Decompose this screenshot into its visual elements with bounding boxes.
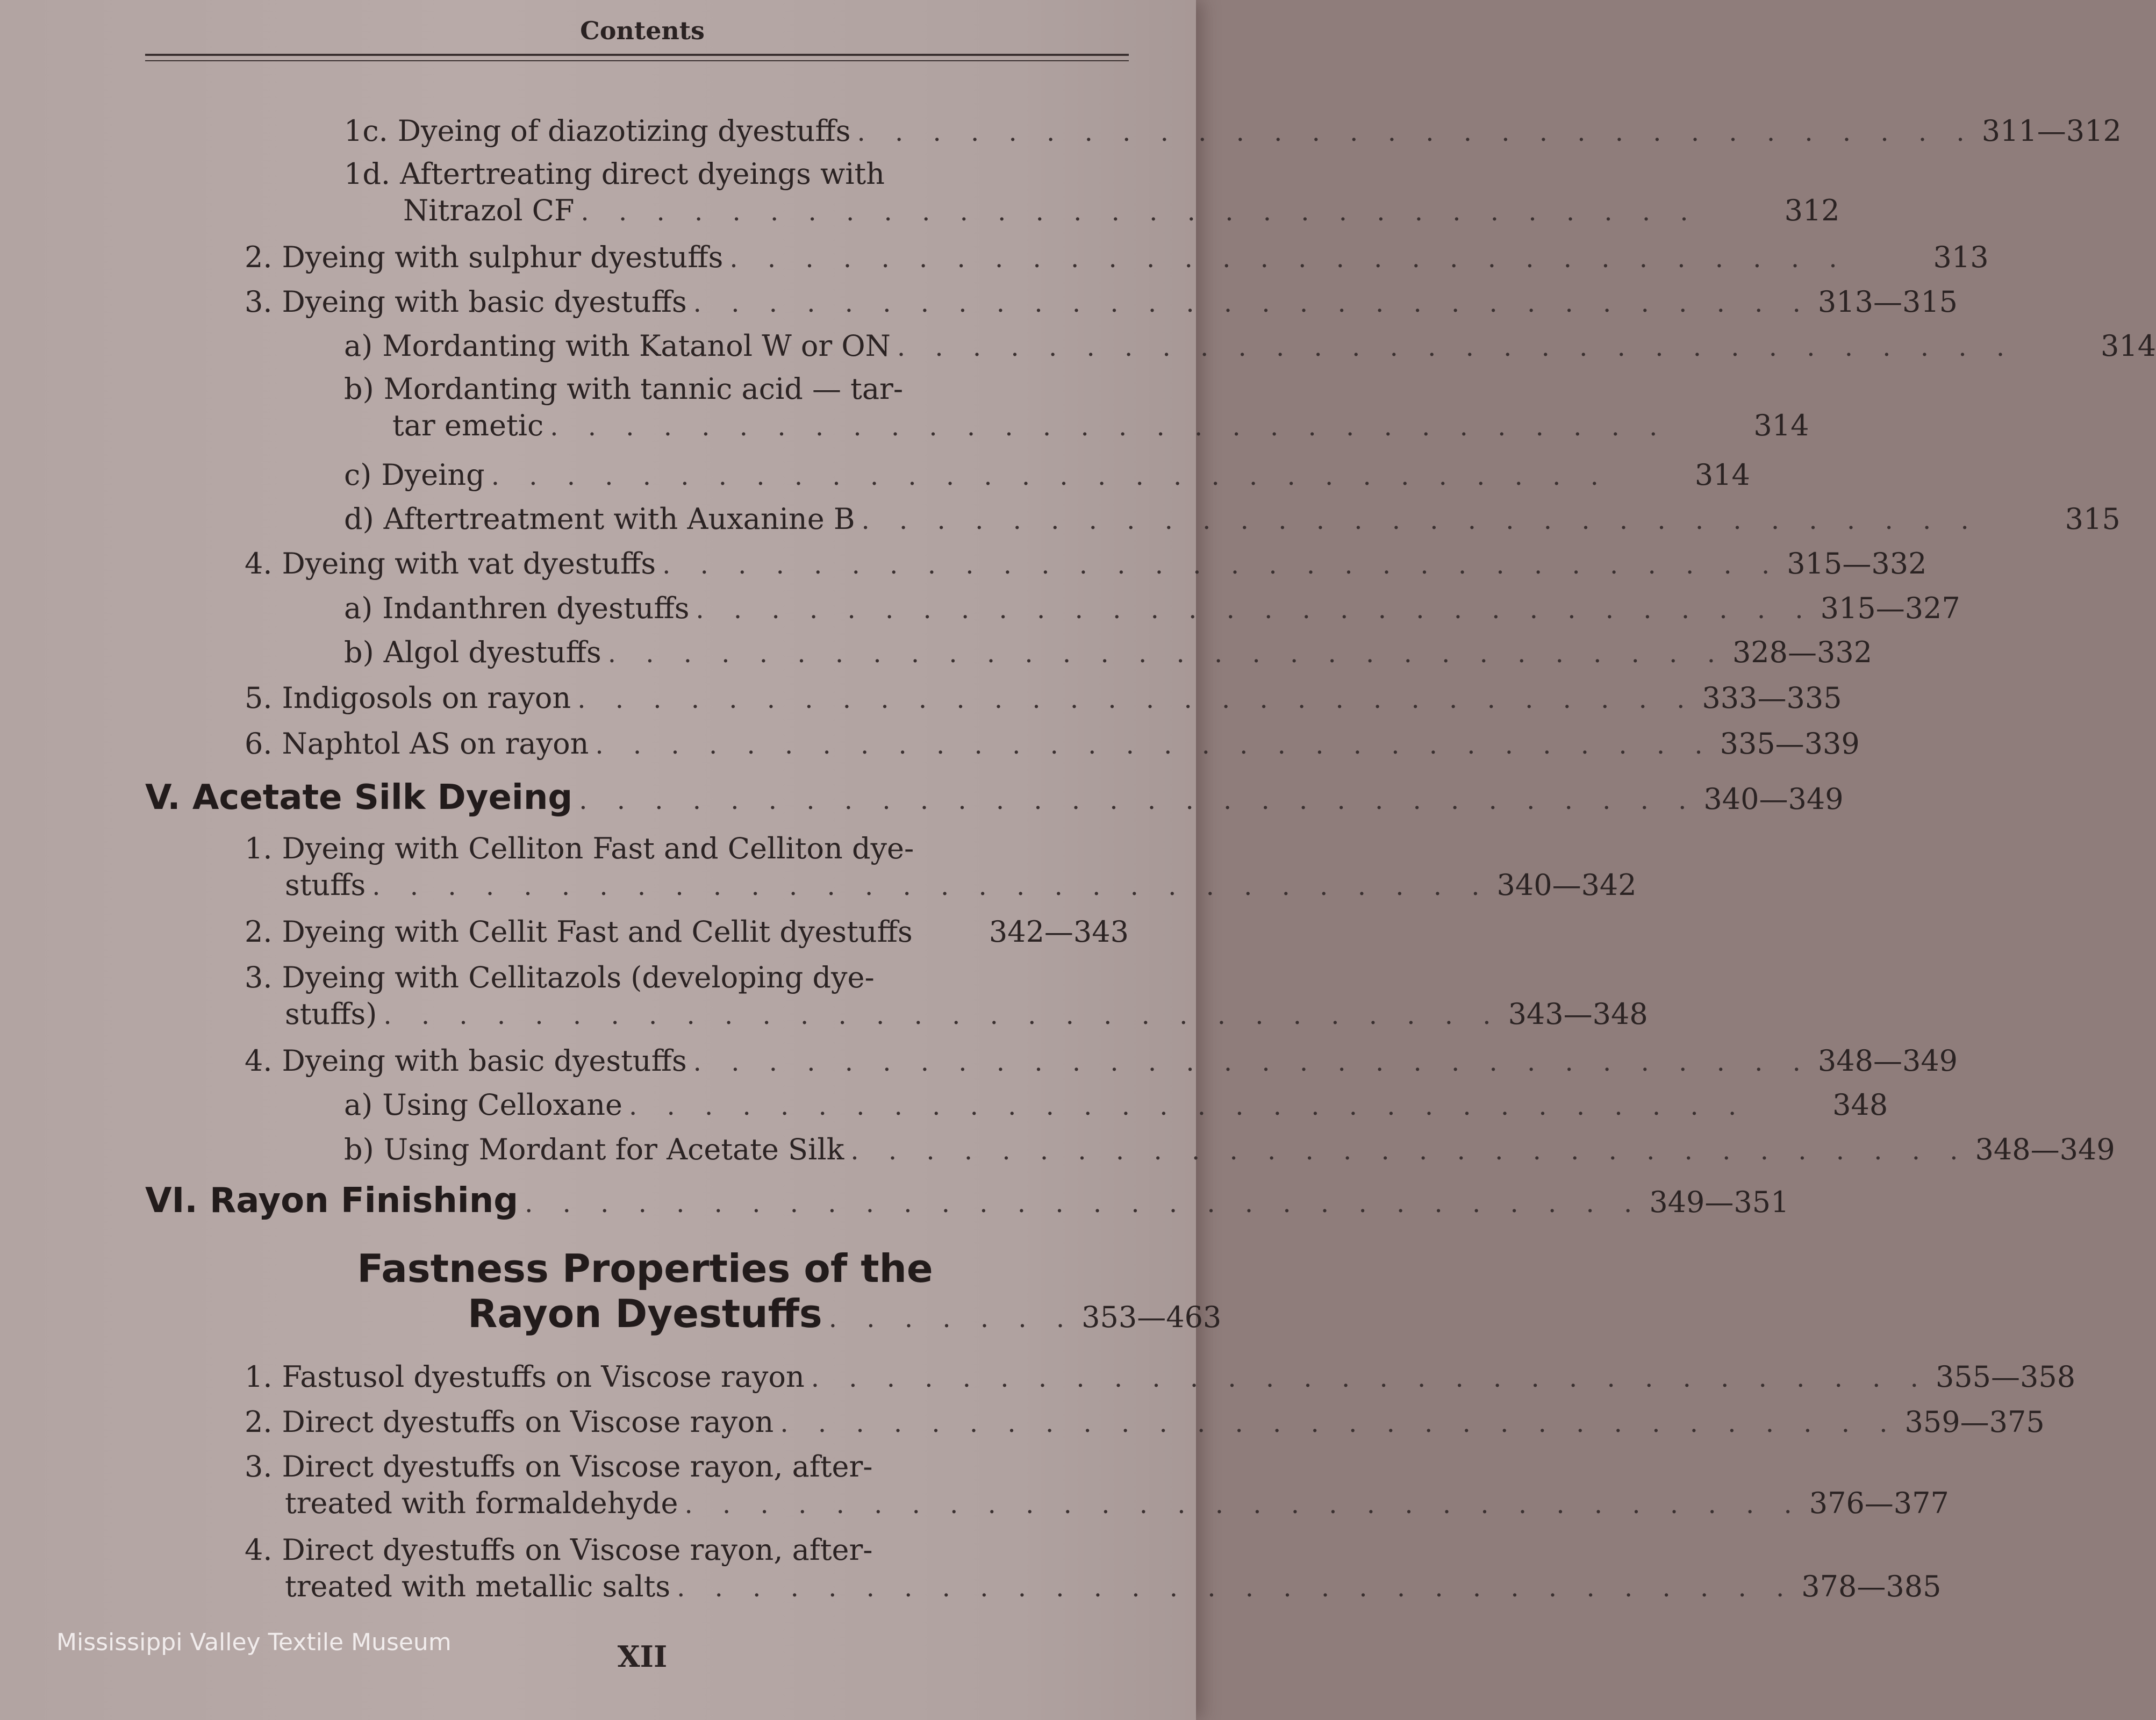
entry-text: Aftertreating direct dyeings with xyxy=(400,157,885,191)
entry-pages: 314 xyxy=(1753,408,1809,442)
leader-dots: . . . . . . . . . . . . . . . . . . . . . . . . . . . . . . xyxy=(897,332,2016,362)
entry-text: Dyeing with basic dyestuffs xyxy=(282,1044,687,1078)
leader-dots: . . . . . . . . . . . . . . . . . . . . . . . . . . . . . . xyxy=(595,730,1714,760)
header-rule xyxy=(145,54,1129,56)
entry-text: Aftertreatment with Auxanine B xyxy=(383,502,855,536)
toc-entry xyxy=(344,1087,1888,1124)
leader-dots: . . . . . . . . . . . . . . . . . . . . . . . . . . . . . . xyxy=(550,412,1668,442)
toc-entry xyxy=(245,284,1958,321)
entry-text: Dyeing xyxy=(381,458,485,492)
entry-pages: 333—335 xyxy=(1702,681,1842,715)
entry-pages: 340—349 xyxy=(1703,782,1844,816)
entry-pages: 353—463 xyxy=(1081,1300,1222,1334)
toc-entry xyxy=(344,501,2121,539)
toc-entry xyxy=(344,634,1873,672)
entry-number: 3. xyxy=(245,1450,273,1484)
leader-dots: . . . . . . . . . . . . . . . . . . . . . . . . . . . . . . xyxy=(525,1188,1643,1219)
entry-number: 1. xyxy=(245,1360,273,1394)
leader-dots: . . . . . . . xyxy=(828,1303,1076,1334)
entry-number: a) xyxy=(344,329,373,363)
entry-number: a) xyxy=(344,1088,373,1122)
toc-entry xyxy=(344,113,2122,150)
entry-number: 2. xyxy=(245,915,273,949)
entry-text-continued: treated with metallic salts xyxy=(285,1570,671,1603)
leader-dots: . . . . . . . . . . . . . . . . . . . . . . . . . . . . . . xyxy=(811,1363,1929,1393)
entry-number: 2. xyxy=(245,240,273,274)
leader-dots: . . . . . . . . . . . . . . . . . . . . . . . . . . . . . . xyxy=(383,1000,1502,1030)
entry-pages: 314 xyxy=(2101,329,2156,363)
leader-dots: . . . . . . . . . . . . . . . . . . . . . . . . . . . . . . xyxy=(677,1573,1795,1603)
entry-text: Dyeing with Cellitazols (developing dye- xyxy=(282,961,875,994)
entry-pages: 315 xyxy=(2065,502,2121,536)
entry-pages: 343—348 xyxy=(1508,997,1648,1031)
entry-text: Mordanting with Katanol W or ON xyxy=(382,329,891,363)
leader-dots: . . . . . . . . . . . . . . . . . . . . . . . . . . . . . . xyxy=(861,505,1980,535)
entry-text: Dyeing with sulphur dyestuffs xyxy=(282,240,724,274)
entry-number: 4. xyxy=(245,1044,273,1078)
entry-number: 4. xyxy=(245,547,273,580)
leader-dots: . . . . . . . . . . . . . . . . . . . . . . . . . . . . . . xyxy=(729,243,1848,274)
entry-pages: 348 xyxy=(1832,1088,1888,1122)
entry-number: d) xyxy=(344,502,374,536)
entry-number: 1. xyxy=(245,832,273,865)
toc-entry xyxy=(245,914,1129,950)
toc-entry xyxy=(344,156,1840,230)
entry-text-continued: Nitrazol CF xyxy=(403,194,575,227)
toc-entry xyxy=(245,546,1927,583)
entry-text: Dyeing with vat dyestuffs xyxy=(282,547,656,580)
section-title: VI. Rayon Finishing xyxy=(145,1181,519,1221)
leader-dots: . . . . . . . . . . . . . . . . . . . . . . . . . . . . . . xyxy=(696,594,1814,625)
leader-dots: . . . . . . . . . . . . . . . . . . . . . . . . . . . . . . xyxy=(857,117,1975,147)
entry-text-continued: treated with formaldehyde xyxy=(285,1486,678,1520)
entry-pages: 335—339 xyxy=(1720,727,1860,761)
entry-pages: 342—343 xyxy=(989,915,1129,949)
toc-entry xyxy=(245,1359,2076,1396)
leader-dots: . . . . . . . . . . . . . . . . . . . . . . . . . . . . . . xyxy=(850,1136,1969,1166)
entry-text: Naphtol AS on rayon xyxy=(282,727,589,761)
toc-entry xyxy=(245,726,1860,763)
leader-dots: . . . . . . . . . . . . . . . . . . . . . . . . . . . . . . xyxy=(581,197,1699,227)
entry-number: b) xyxy=(344,635,374,669)
toc-entry xyxy=(245,680,1842,718)
entry-number: 1c. xyxy=(344,114,388,148)
entry-text: Indanthren dyestuffs xyxy=(382,591,690,625)
entry-text: Indigosols on rayon xyxy=(282,681,571,715)
entry-pages: 376—377 xyxy=(1809,1486,1949,1520)
entry-pages: 315—332 xyxy=(1787,547,1927,580)
entry-pages: 348—349 xyxy=(1975,1133,2115,1166)
entry-number: a) xyxy=(344,591,373,625)
entry-number: c) xyxy=(344,458,372,492)
entry-pages: 314 xyxy=(1694,458,1750,492)
section-title: V. Acetate Silk Dyeing xyxy=(145,778,573,818)
running-header: Contents xyxy=(580,16,705,45)
leader-dots: . . . . . . . . . . . . . . . . . . . . . . . . . . . . . . xyxy=(491,461,1609,491)
entry-pages: 355—358 xyxy=(1935,1360,2076,1394)
part-title-entry xyxy=(468,1291,1222,1337)
part-title-line2: Rayon Dyestuffs xyxy=(468,1291,822,1336)
entry-text: Dyeing of diazotizing dyestuffs xyxy=(397,114,851,148)
entry-text: Direct dyestuffs on Viscose rayon, after- xyxy=(282,1533,873,1567)
page-number: XII xyxy=(617,1639,668,1674)
toc-entry xyxy=(344,590,1960,628)
leader-dots: . . . . . . . . . . . . . . . . . . . . . . . . . . . . . . xyxy=(607,639,1726,669)
leader-dots: . . . . . . . . . . . . . . . . . . . . . . . . . . . . . . xyxy=(684,1489,1803,1520)
section-heading xyxy=(145,1181,1789,1222)
entry-number: b) xyxy=(344,372,374,406)
leader-dots: . . . . . . . . . . . . . . . . . . . . . . . . . . . . . . xyxy=(372,871,1491,901)
header-rule-thin xyxy=(145,60,1129,61)
entry-pages: 348—349 xyxy=(1817,1044,1958,1078)
entry-pages: 349—351 xyxy=(1649,1185,1789,1219)
entry-text: Mordanting with tannic acid — tar- xyxy=(383,372,904,406)
entry-number: 1d. xyxy=(344,157,391,191)
entry-text-continued: tar emetic xyxy=(392,408,544,442)
entry-number: 5. xyxy=(245,681,273,715)
entry-text: Using Celloxane xyxy=(382,1088,622,1122)
entry-number: 6. xyxy=(245,727,273,761)
entry-pages: 313—315 xyxy=(1817,285,1958,319)
toc-entry xyxy=(344,457,1750,494)
entry-pages: 313 xyxy=(1933,240,1989,274)
toc-entry xyxy=(245,959,1648,1034)
entry-number: 3. xyxy=(245,961,273,994)
toc-entry xyxy=(245,1532,1942,1606)
entry-text: Dyeing with basic dyestuffs xyxy=(282,285,687,319)
toc-entry xyxy=(344,328,2156,366)
toc-entry xyxy=(245,1449,1949,1523)
part-title-line1: Fastness Properties of the xyxy=(357,1246,933,1291)
leader-dots: . . . . . . . . . . . . . . . . . . . . . . . . . . . . . . xyxy=(579,785,1697,815)
entry-pages: 340—342 xyxy=(1496,868,1637,902)
entry-text: Direct dyestuffs on Viscose rayon, after- xyxy=(282,1450,873,1484)
entry-text: Dyeing with Cellit Fast and Cellit dyestuffs xyxy=(282,915,913,949)
leader-dots: . . . . . . . . . . . . . . . . . . . . . . . . . . . . . . xyxy=(577,684,1696,714)
entry-number: b) xyxy=(344,1133,374,1166)
leader-dots: . . . . . . . . . . . . . . . . . . . . . . . . . . . . . . xyxy=(628,1091,1747,1121)
leader-dots: . . . . . . . . . . . . . . . . . . . . . . . . . . . . . . xyxy=(780,1408,1899,1438)
leader-dots: . . . . . . . . . . . . . . . . . . . . . . . . . . . . . . xyxy=(693,288,1811,318)
entry-pages: 311—312 xyxy=(1981,114,2122,148)
toc-entry xyxy=(344,371,1809,445)
section-heading xyxy=(145,778,1844,819)
entry-number: 2. xyxy=(245,1405,273,1439)
museum-watermark: Mississippi Valley Textile Museum xyxy=(56,1629,452,1656)
entry-text: Algol dyestuffs xyxy=(383,635,601,669)
leader-dots: . . . . . . . . . . . . . . . . . . . . . . . . . . . . . . xyxy=(662,550,1781,580)
entry-pages: 378—385 xyxy=(1801,1570,1942,1603)
entry-text: Using Mordant for Acetate Silk xyxy=(383,1133,844,1166)
entry-pages: 312 xyxy=(1784,194,1840,227)
entry-text: Fastusol dyestuffs on Viscose rayon xyxy=(282,1360,805,1394)
leader-dots: . . . . . . . . . . . . . . . . . . . . . . . . . . . . . . xyxy=(693,1047,1811,1077)
entry-pages: 328—332 xyxy=(1732,635,1873,669)
entry-text-continued: stuffs) xyxy=(285,997,377,1031)
entry-number: 3. xyxy=(245,285,273,319)
entry-pages: 359—375 xyxy=(1904,1405,2045,1439)
entry-text: Dyeing with Celliton Fast and Celliton dye- xyxy=(282,832,914,865)
entry-pages: 315—327 xyxy=(1820,591,1960,625)
toc-entry xyxy=(245,1404,2045,1442)
toc-entry xyxy=(344,1131,2115,1169)
entry-text: Direct dyestuffs on Viscose rayon xyxy=(282,1405,774,1439)
entry-number: 4. xyxy=(245,1533,273,1567)
toc-entry xyxy=(245,1043,1958,1080)
toc-entry xyxy=(245,830,1637,905)
toc-entry xyxy=(245,239,1989,277)
entry-text-continued: stuffs xyxy=(285,868,366,902)
